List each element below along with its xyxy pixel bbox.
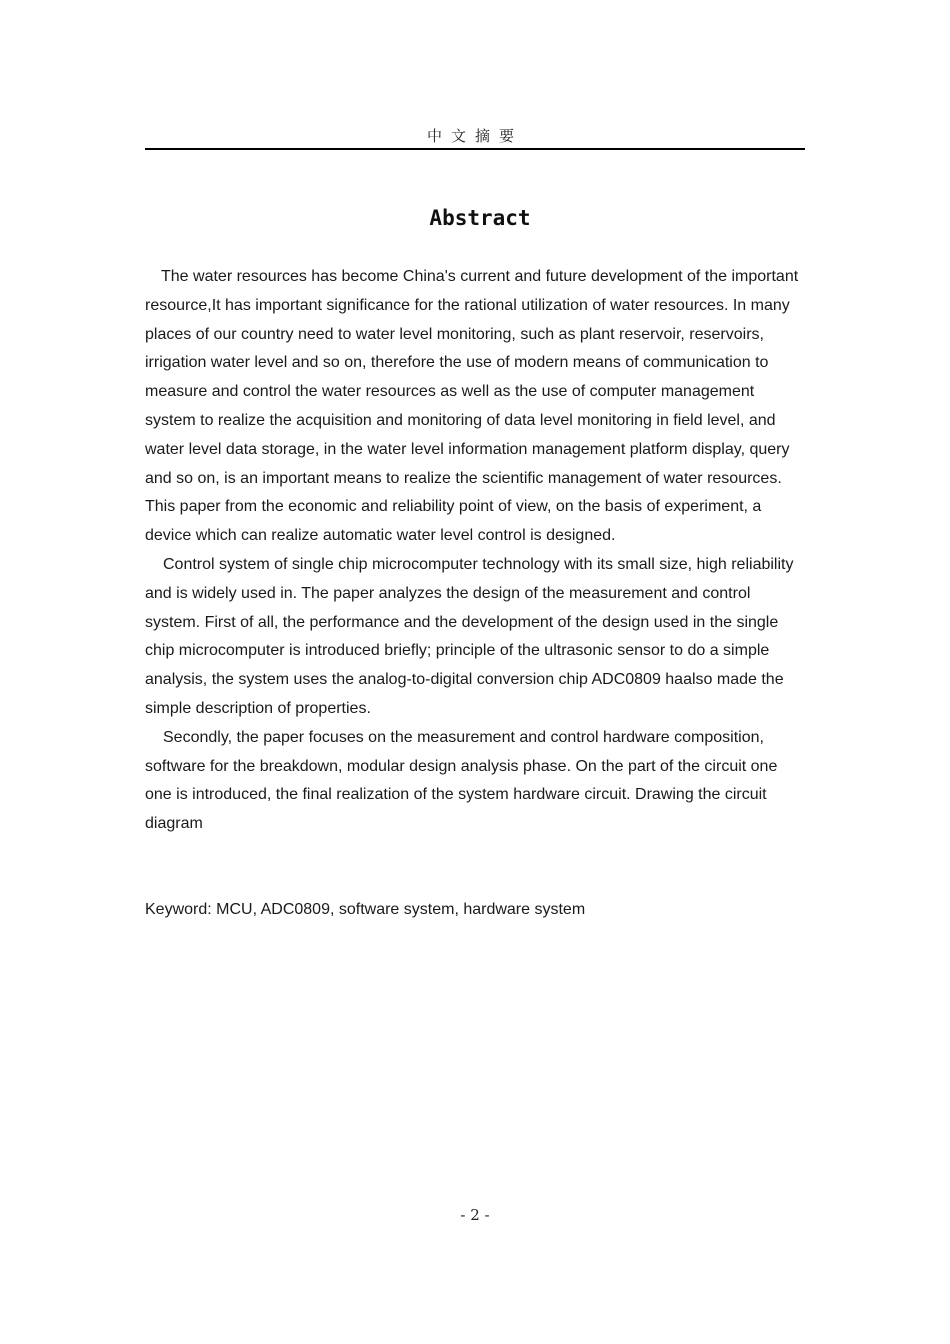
abstract-title: Abstract	[429, 206, 531, 230]
running-title: 中文摘要	[426, 127, 523, 145]
page-header	[145, 126, 805, 150]
abstract-paragraph: The water resources has become China's current and future development of the important resource,It has important significance for the rational utilization of water resources. In many places of our country need to water level monitoring, such as plant reservoir, reservoirs, irrigation water level and so on, therefore the use of modern means of communication to measure and control the water resources as well as the use of computer management system to realize the acquisition and monitoring of data level monitoring in field level, and water level data storage, in the water level information management platform display, query and so on, is an important means to realize the scientific management of water resources. This paper from the economic and reliability point of view, on the basis of experiment, a device which can realize automatic water level control is designed.	[145, 268, 799, 545]
page-number: - 2 -	[460, 1206, 490, 1224]
abstract-paragraph: Secondly, the paper focuses on the measurement and control hardware composition, software for the breakdown, modular design analysis phase. On the part of the circuit one one is introduced, the final realization of the system hardware circuit. Drawing the circuit diagram	[145, 728, 778, 833]
abstract-paragraph: Control system of single chip microcomputer technology with its small size, high reliability and is widely used in. The paper analyzes the design of the measurement and control system. First of all, the performance and the development of the design used in the single chip microcomputer is introduced briefly; principle of the ultrasonic sensor to do a simple analysis, the system uses the analog-to-digital conversion chip ADC0809 haalso made the simple description of properties.	[145, 555, 794, 717]
keywords-line: Keyword: MCU, ADC0809, software system, hardware system	[145, 901, 586, 918]
abstract-body	[145, 263, 805, 839]
